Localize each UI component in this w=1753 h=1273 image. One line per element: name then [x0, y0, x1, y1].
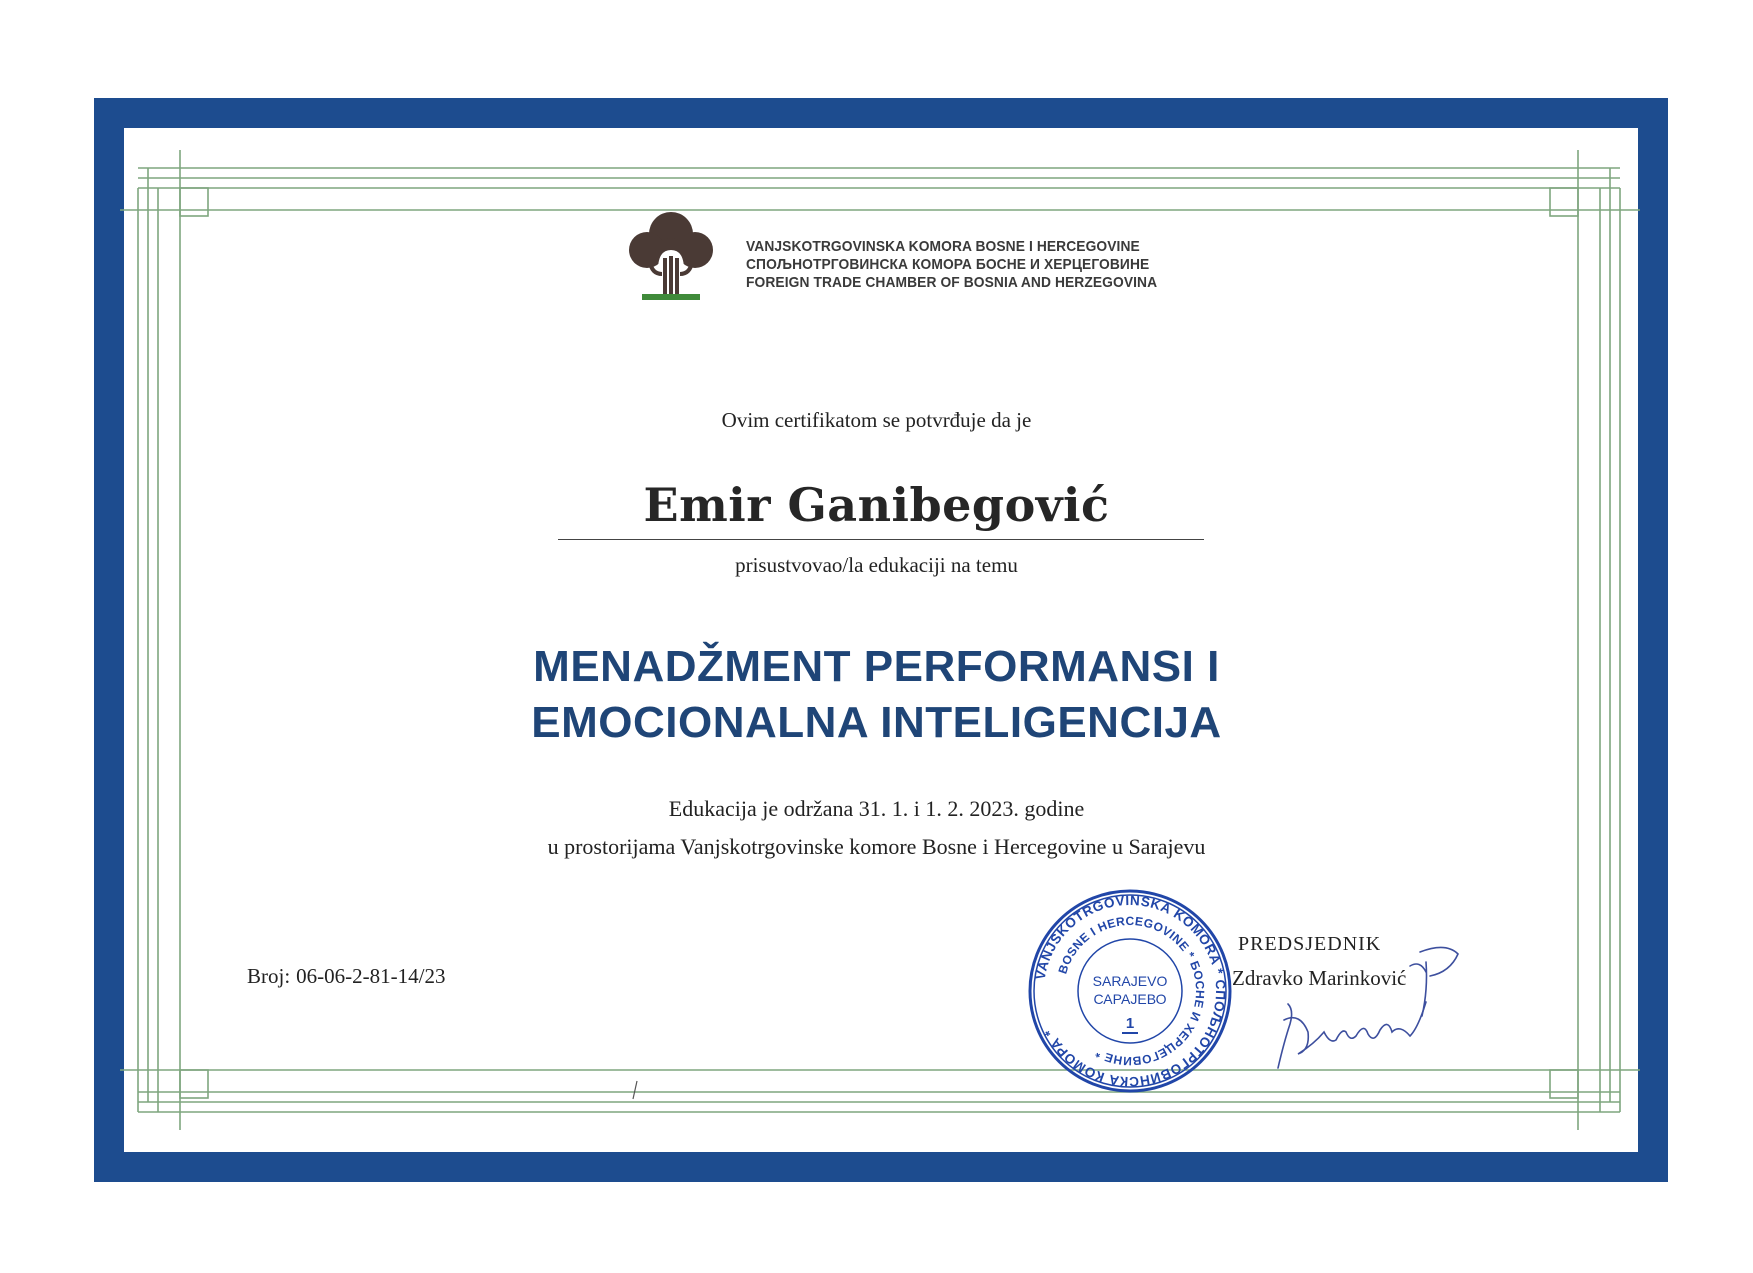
topic-title-line-2: EMOCIONALNA INTELIGENCIJA	[531, 698, 1222, 747]
attended-text: prisustvovao/la edukaciji na temu	[735, 553, 1018, 577]
reference-label: Broj:	[247, 964, 291, 988]
reference-value: 06-06-2-81-14/23	[296, 964, 446, 988]
signatory-title: PREDSJEDNIK	[1238, 933, 1382, 955]
organization-name-english: FOREIGN TRADE CHAMBER OF BOSNIA AND HERZEGOVINA	[746, 274, 1158, 291]
official-stamp	[1027, 888, 1233, 1094]
stamp-outer-text: VANJSKOTRGOVINSKA KOMORA * СПОЉНОТРГОВИНСКА КОМОРА *	[1032, 892, 1229, 1090]
organization-names	[746, 238, 1193, 292]
recipient-name: Emir Ganibegović	[643, 478, 1110, 532]
stamp-inner-text: BOSNE I HERCEGOVINE * БОСНЕ И ХЕРЦЕГОВИНЕ *	[1055, 913, 1208, 1069]
stamp-city-cyrillic: САРАЈЕВО	[1093, 991, 1167, 1007]
certificate-intro: Ovim certifikatom se potvrđuje da je	[721, 408, 1032, 432]
scan-mark	[630, 1080, 640, 1100]
held-location-line: u prostorijama Vanjskotrgovinske komore Bosne i Hercegovine u Sarajevu	[547, 834, 1206, 859]
organization-logo-block	[628, 210, 1158, 304]
held-date-line: Edukacija je održana 31. 1. i 1. 2. 2023. godine	[668, 796, 1085, 821]
tree-logo-icon	[628, 210, 714, 302]
handwritten-signature	[1250, 932, 1470, 1082]
stamp-city-latin: SARAJEVO	[1092, 973, 1168, 989]
reference-number	[247, 964, 451, 989]
name-underline	[558, 539, 1204, 540]
signatory-name: Zdravko Marinković	[1232, 966, 1407, 990]
organization-name-cyrillic: СПОЉНОТРГОВИНСКА КОМОРА БОСНЕ И ХЕРЦЕГОВИНЕ	[746, 256, 1150, 273]
organization-name-latin: VANJSKOTRGOVINSKA KOMORA BOSNE I HERCEGOVINE	[746, 238, 1140, 255]
stamp-number: 1	[1125, 1015, 1135, 1032]
topic-title-line-1: MENADŽMENT PERFORMANSI I	[533, 642, 1220, 691]
